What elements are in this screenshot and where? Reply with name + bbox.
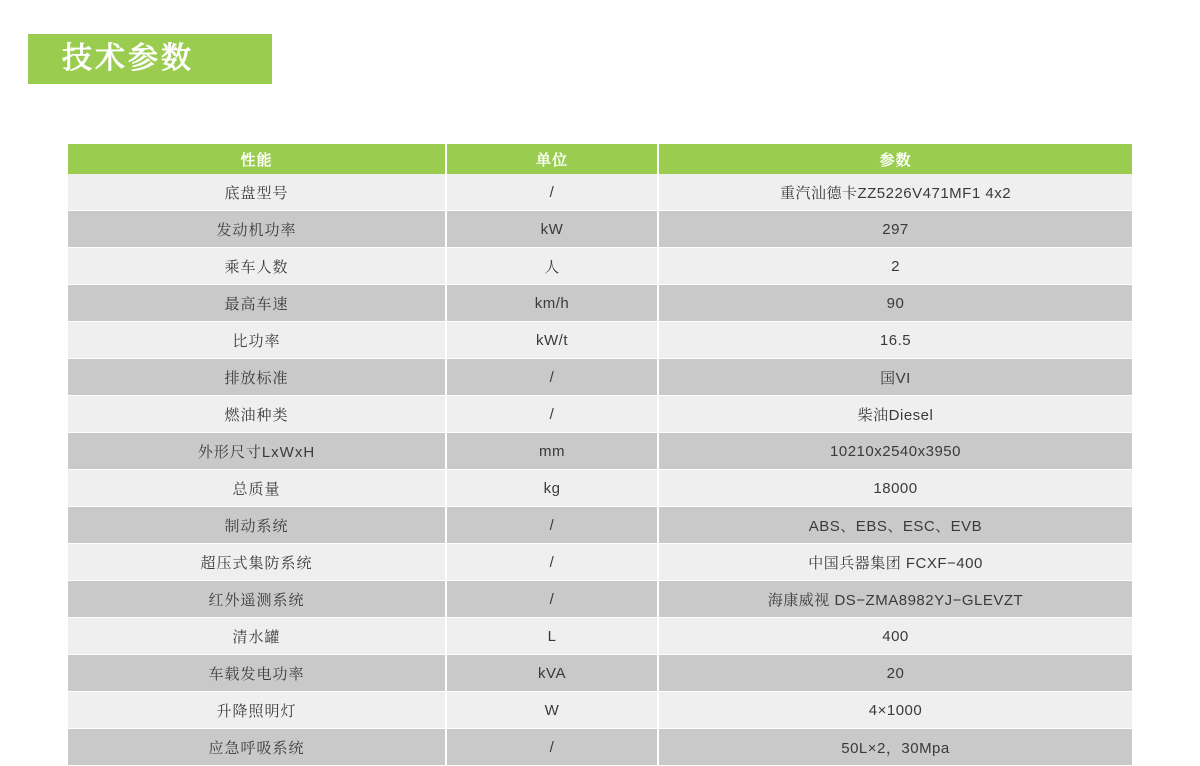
section-title-banner: [28, 34, 272, 84]
cell-performance: 乘车人数: [68, 248, 446, 285]
cell-performance: 应急呼吸系统: [68, 729, 446, 766]
column-header-unit: 单位: [446, 144, 658, 174]
cell-parameter: 50L×2，30Mpa: [658, 729, 1132, 766]
table-row: [68, 655, 1132, 692]
table-row: [68, 618, 1132, 655]
cell-performance: 红外遥测系统: [68, 581, 446, 618]
cell-parameter: 中国兵器集团 FCXF−400: [658, 544, 1132, 581]
table-row: [68, 470, 1132, 507]
cell-performance: 清水罐: [68, 618, 446, 655]
cell-parameter: 20: [658, 655, 1132, 692]
cell-parameter: 柴油Diesel: [658, 396, 1132, 433]
cell-parameter: 10210x2540x3950: [658, 433, 1132, 470]
cell-performance: 超压式集防系统: [68, 544, 446, 581]
table-body: [68, 174, 1132, 766]
cell-unit: /: [446, 581, 658, 618]
table-row: [68, 174, 1132, 211]
table-row: [68, 285, 1132, 322]
cell-unit: kW: [446, 211, 658, 248]
technical-parameters-table: [68, 144, 1132, 766]
table-row: [68, 544, 1132, 581]
cell-parameter: 16.5: [658, 322, 1132, 359]
cell-parameter: 400: [658, 618, 1132, 655]
table-header-row: [68, 144, 1132, 174]
table-row: [68, 581, 1132, 618]
cell-performance: 排放标准: [68, 359, 446, 396]
cell-performance: 底盘型号: [68, 174, 446, 211]
table-row: [68, 729, 1132, 766]
table-row: [68, 359, 1132, 396]
cell-unit: /: [446, 396, 658, 433]
table-row: [68, 396, 1132, 433]
table-row: [68, 507, 1132, 544]
cell-parameter: 4×1000: [658, 692, 1132, 729]
cell-performance: 比功率: [68, 322, 446, 359]
cell-performance: 车载发电功率: [68, 655, 446, 692]
cell-unit: /: [446, 544, 658, 581]
cell-performance: 燃油种类: [68, 396, 446, 433]
cell-parameter: 297: [658, 211, 1132, 248]
cell-parameter: 18000: [658, 470, 1132, 507]
table-row: [68, 692, 1132, 729]
cell-parameter: ABS、EBS、ESC、EVB: [658, 507, 1132, 544]
cell-unit: mm: [446, 433, 658, 470]
cell-parameter: 2: [658, 248, 1132, 285]
cell-unit: kVA: [446, 655, 658, 692]
page-title: 技术参数: [62, 42, 194, 75]
cell-unit: kW/t: [446, 322, 658, 359]
cell-parameter: 国VI: [658, 359, 1132, 396]
cell-parameter: 重汽汕德卡ZZ5226V471MF1 4x2: [658, 174, 1132, 211]
cell-performance: 总质量: [68, 470, 446, 507]
cell-unit: /: [446, 729, 658, 766]
cell-performance: 升降照明灯: [68, 692, 446, 729]
cell-unit: /: [446, 507, 658, 544]
cell-performance: 发动机功率: [68, 211, 446, 248]
column-header-performance: 性能: [68, 144, 446, 174]
table-row: [68, 211, 1132, 248]
cell-unit: km/h: [446, 285, 658, 322]
cell-performance: 制动系统: [68, 507, 446, 544]
table-row: [68, 433, 1132, 470]
cell-performance: 最高车速: [68, 285, 446, 322]
table-row: [68, 322, 1132, 359]
cell-performance: 外形尺寸LxWxH: [68, 433, 446, 470]
cell-unit: L: [446, 618, 658, 655]
column-header-parameter: 参数: [658, 144, 1132, 174]
cell-unit: 人: [446, 248, 658, 285]
cell-unit: W: [446, 692, 658, 729]
cell-parameter: 90: [658, 285, 1132, 322]
cell-unit: /: [446, 174, 658, 211]
cell-unit: kg: [446, 470, 658, 507]
cell-unit: /: [446, 359, 658, 396]
table-header: [68, 144, 1132, 174]
table-row: [68, 248, 1132, 285]
cell-parameter: 海康威视 DS−ZMA8982YJ−GLEVZT: [658, 581, 1132, 618]
